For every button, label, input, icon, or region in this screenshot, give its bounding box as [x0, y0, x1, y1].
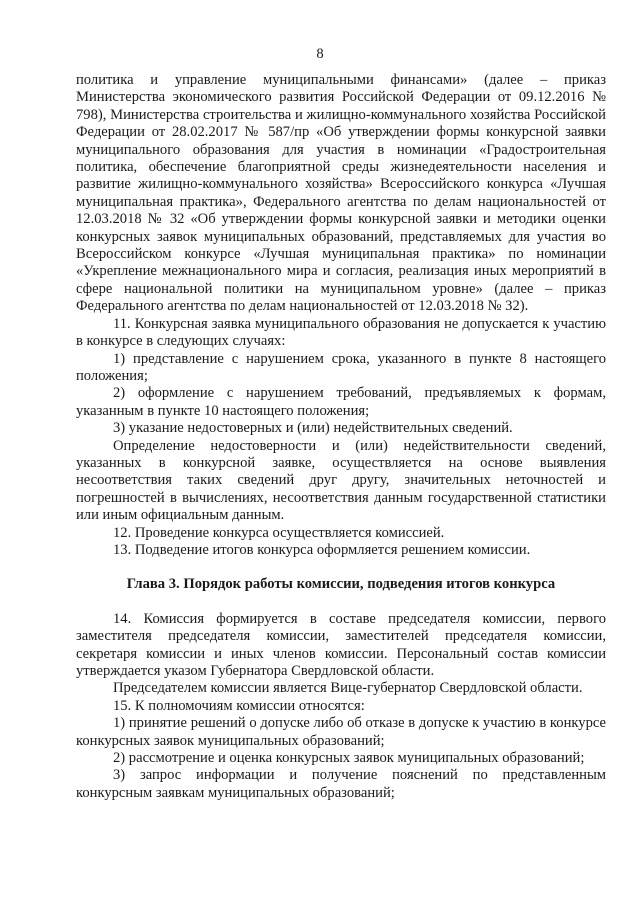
list-item: 1) представление с нарушением срока, указанного в пункте 8 настоящего положения; — [76, 350, 606, 384]
paragraph-item-12: 12. Проведение конкурса осуществляется комиссией. — [113, 524, 445, 541]
paragraph-item-11: 11. Конкурсная заявка муниципального образования не допускается к участию в конкурсе в следующих случаях: — [76, 315, 606, 350]
paragraph-item-14: 14. Комиссия формируется в составе председателя комиссии, первого заместителя председателя комиссии, заместителей председателя комиссии, секретаря комиссии и иных членов комиссии. Персональный состав комиссии утверждается указом Губернатора Свердловской области. — [76, 610, 606, 679]
document-body — [76, 72, 606, 802]
page-number: 8 — [316, 46, 324, 62]
list-item: 3) указание недостоверных и (или) недействительных сведений. — [113, 420, 513, 437]
paragraph-chairman: Председателем комиссии является Вице-губернатор Свердловской области. — [113, 680, 583, 697]
list-item: 2) оформление с нарушением требований, предъявляемых к формам, указанным в пункте 10 настоящего положения; — [76, 385, 606, 419]
list-item: 2) рассмотрение и оценка конкурсных заявок муниципальных образований; — [113, 750, 585, 767]
list-item: 1) принятие решений о допуске либо об отказе в допуске к участию в конкурсе конкурсных заявок муниципальных образований; — [76, 715, 606, 749]
paragraph-item-13: 13. Подведение итогов конкурса оформляется решением комиссии. — [113, 541, 531, 558]
paragraph-continuation: политика и управление муниципальными финансами» (далее – приказ Министерства экономического развития Российской Федерации от 09.12.2016 № 798), Министерства строительства и жилищно-коммунального хозяйства Российской Федерации от 28.02.2017 № 587/пр «Об утверждении формы конкурсной заявки муниципального образования для участия в номинации «Градостроительная политика, обеспечение благоприятной среды жизнедеятельности населения и развитие жилищно-коммунального хозяйства» Всероссийского конкурса «Лучшая муниципальная практика», Федерального агентства по делам национальностей от 12.03.2018 № 32 «Об утверждении формы конкурсной заявки и методики оценки конкурсных заявок муниципальных образований, представляемых для участия во Всероссийском конкурсе «Лучшая муниципальная практика» по номинации «Укрепление межнационального мира и согласия, реализация иных мероприятий в сфере национальной политики на муниципальном уровне» (далее – приказ Федерального агентства по делам национальностей от 12.03.2018 № 32). — [76, 72, 606, 315]
chapter-heading: Глава 3. Порядок работы комиссии, подведения итогов конкурса — [126, 576, 556, 593]
list-item: 3) запрос информации и получение пояснений по представленным конкурсным заявкам муниципальных образований; — [76, 767, 606, 801]
paragraph-definition: Определение недостоверности и (или) недействительности сведений, указанных в конкурсной заявке, осуществляется на основе выявления несоответствия таких сведений друг другу, значительных неточностей и погрешностей в вычислениях, несоответствия данным государственной статистики или иным официальным данным. — [76, 437, 606, 524]
paragraph-item-15: 15. К полномочиям комиссии относятся: — [113, 697, 365, 714]
